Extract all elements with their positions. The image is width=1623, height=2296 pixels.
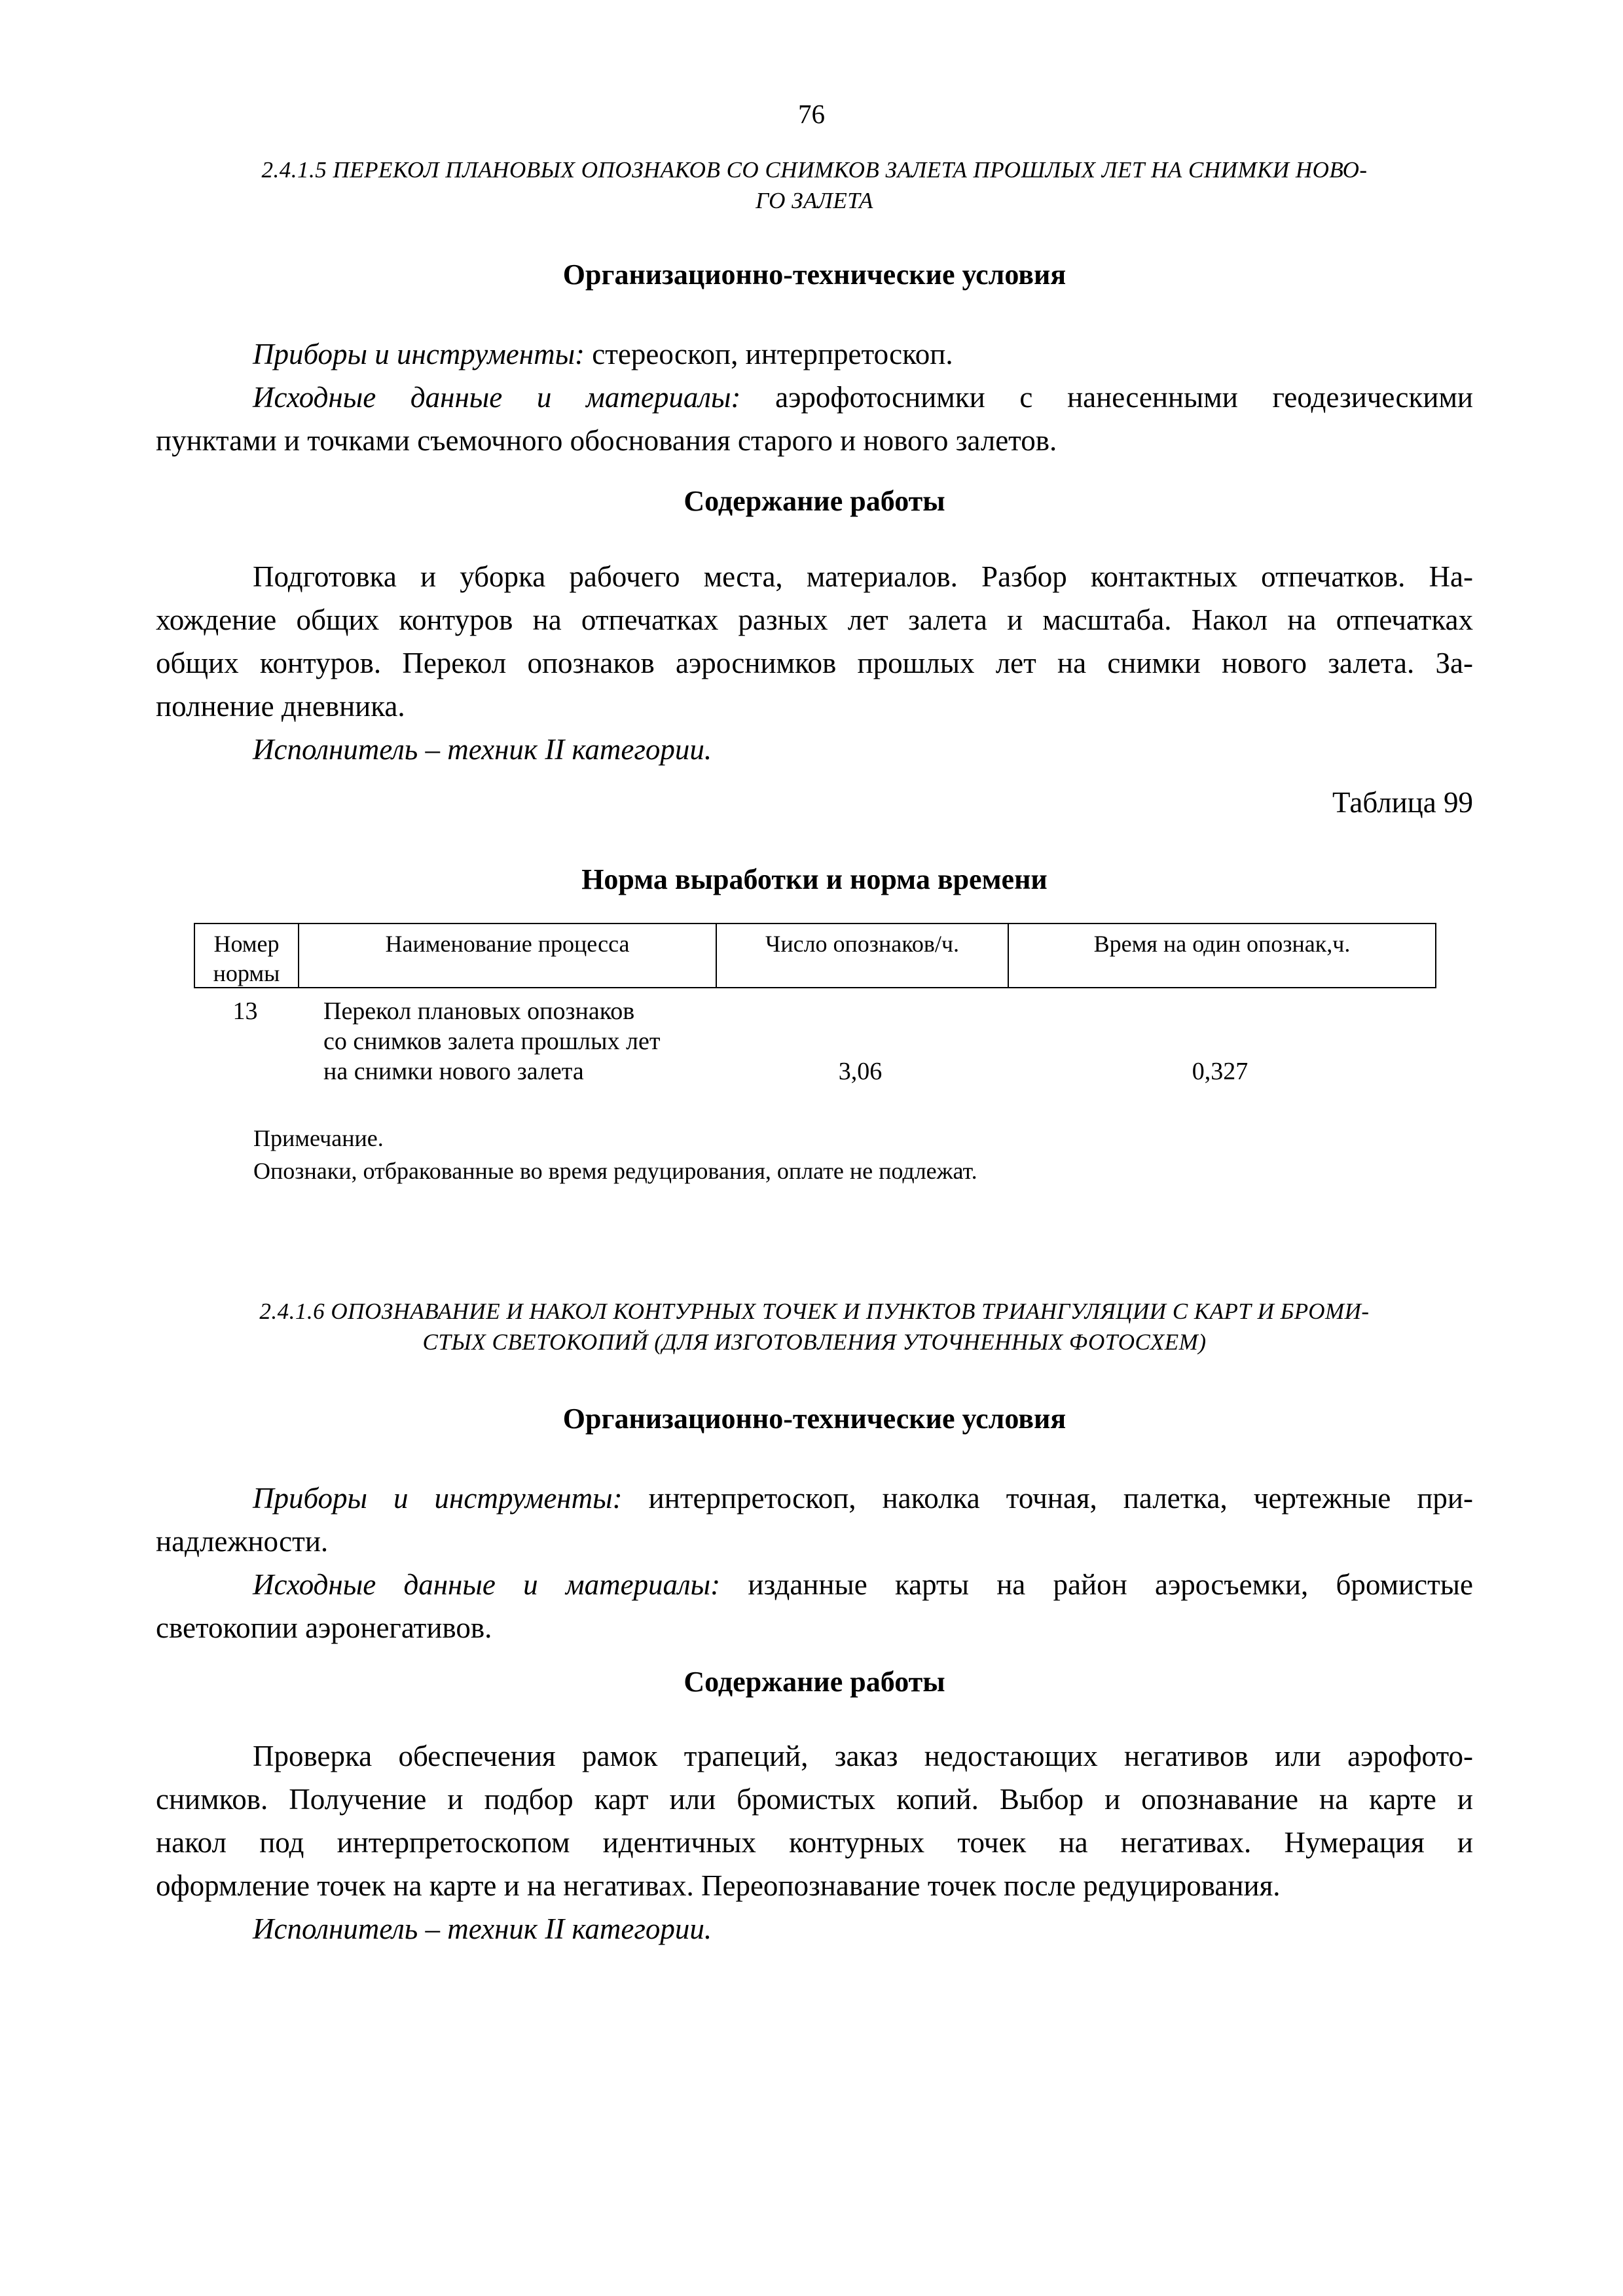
row-process-name	[323, 996, 782, 1086]
work-content-line: оформление точек на карте и на негативах. Переопознавание точек после редуцирования.	[156, 1869, 1281, 1902]
section-heading-line2: ГО ЗАЛЕТА	[756, 188, 873, 213]
section-heading-2-4-1-6	[156, 1296, 1473, 1357]
instruments-label: Приборы и инструменты:	[253, 338, 585, 370]
section-heading-line1: 2.4.1.5 ПЕРЕКОЛ ПЛАНОВЫХ ОПОЗНАКОВ СО СНИМКОВ ЗАЛЕТА ПРОШЛЫХ ЛЕТ НА СНИМКИ НОВО-	[261, 157, 1368, 183]
table-title: Норма выработки и норма времени	[581, 863, 1048, 895]
header-number	[195, 924, 298, 987]
section-heading-2-4-1-5	[156, 154, 1473, 216]
instruments-text-line2: надлежности.	[156, 1525, 329, 1558]
header-number-line2: нормы	[213, 960, 280, 986]
source-line	[156, 1563, 1473, 1606]
instruments-paragraph	[156, 332, 1473, 462]
executor-line: Исполнитель – техник II категории.	[253, 733, 712, 766]
table-label: Таблица 99	[1332, 786, 1473, 819]
row-name-line1: Перекол плановых опознаков	[323, 997, 635, 1025]
section-heading-line2: СТЫХ СВЕТОКОПИЙ (ДЛЯ ИЗГОТОВЛЕНИЯ УТОЧНЕННЫХ ФОТОСХЕМ)	[422, 1329, 1207, 1355]
note-text: Опознаки, отбракованные во время редуцирования, оплате не подлежат.	[253, 1158, 977, 1184]
work-content-line: Подготовка и уборка рабочего места, материалов. Разбор контактных отпечатков. На-	[253, 560, 1473, 593]
header-process-name: Наименование процесса	[298, 924, 716, 987]
source-label: Исходные данные и материалы:	[253, 381, 741, 414]
source-label: Исходные данные и материалы:	[253, 1568, 721, 1601]
work-content-line: снимков. Получение и подбор карт или бромистых копий. Выбор и опознавание на карте и	[156, 1783, 1473, 1816]
row-number: 13	[232, 997, 258, 1025]
source-text-line2: пунктами и точками съемочного обоснования старого и нового залетов.	[156, 424, 1057, 457]
source-text-line1: аэрофотоснимки с нанесенными геодезическими	[740, 381, 1474, 414]
instruments-text-line1: интерпретоскоп, наколка точная, палетка, чертежные при-	[622, 1482, 1473, 1515]
source-text-line2: светокопии аэронегативов.	[156, 1611, 492, 1644]
work-content-line: Проверка обеспечения рамок трапеций, заказ недостающих негативов или аэрофото-	[253, 1740, 1473, 1772]
row-name-line2: со снимков залета прошлых лет	[323, 1028, 661, 1055]
org-conditions-title: Организационно-технические условия	[562, 1403, 1067, 1435]
row-time: 0,327	[1192, 1058, 1249, 1085]
table-note	[253, 1122, 977, 1187]
header-count: Число опознаков/ч.	[716, 924, 1008, 987]
row-name-line3: на снимки нового залета	[323, 1058, 584, 1085]
row-count: 3,06	[838, 1058, 883, 1085]
instruments-label: Приборы и инструменты:	[253, 1482, 623, 1515]
work-content-title: Содержание работы	[684, 485, 945, 517]
org-conditions-title: Организационно-технические условия	[562, 259, 1067, 291]
work-content-title: Содержание работы	[684, 1666, 945, 1698]
page-number: 76	[798, 99, 825, 129]
instruments-paragraph	[156, 1477, 1473, 1649]
section-heading-line1: 2.4.1.6 ОПОЗНАВАНИЕ И НАКОЛ КОНТУРНЫХ ТОЧЕК И ПУНКТОВ ТРИАНГУЛЯЦИИ С КАРТ И БРОМИ-	[259, 1299, 1370, 1324]
source-line	[156, 376, 1473, 419]
work-content-line: полнение дневника.	[156, 690, 405, 723]
work-content-line: хождение общих контуров на отпечатках разных лет залета и масштаба. Накол на отпечатках	[156, 603, 1473, 636]
work-content-paragraph	[156, 1734, 1473, 1950]
header-number-line1: Номер	[213, 931, 280, 957]
note-label: Примечание.	[253, 1125, 384, 1151]
instruments-text: стереоскоп, интерпретоскоп.	[585, 338, 953, 370]
work-content-line: общих контуров. Перекол опознаков аэроснимков прошлых лет на снимки нового залета. За-	[156, 647, 1473, 679]
executor-line: Исполнитель – техник II категории.	[253, 1912, 712, 1945]
header-time: Время на один опознак,ч.	[1008, 924, 1435, 987]
work-content-line: накол под интерпретоскопом идентичных контурных точек на негативах. Нумерация и	[156, 1826, 1473, 1859]
table-header	[194, 923, 1436, 988]
work-content-paragraph	[156, 555, 1473, 771]
source-text-line1: изданные карты на район аэросъемки, бромистые	[720, 1568, 1473, 1601]
instruments-line	[156, 1477, 1473, 1520]
instruments-line	[156, 332, 1473, 376]
